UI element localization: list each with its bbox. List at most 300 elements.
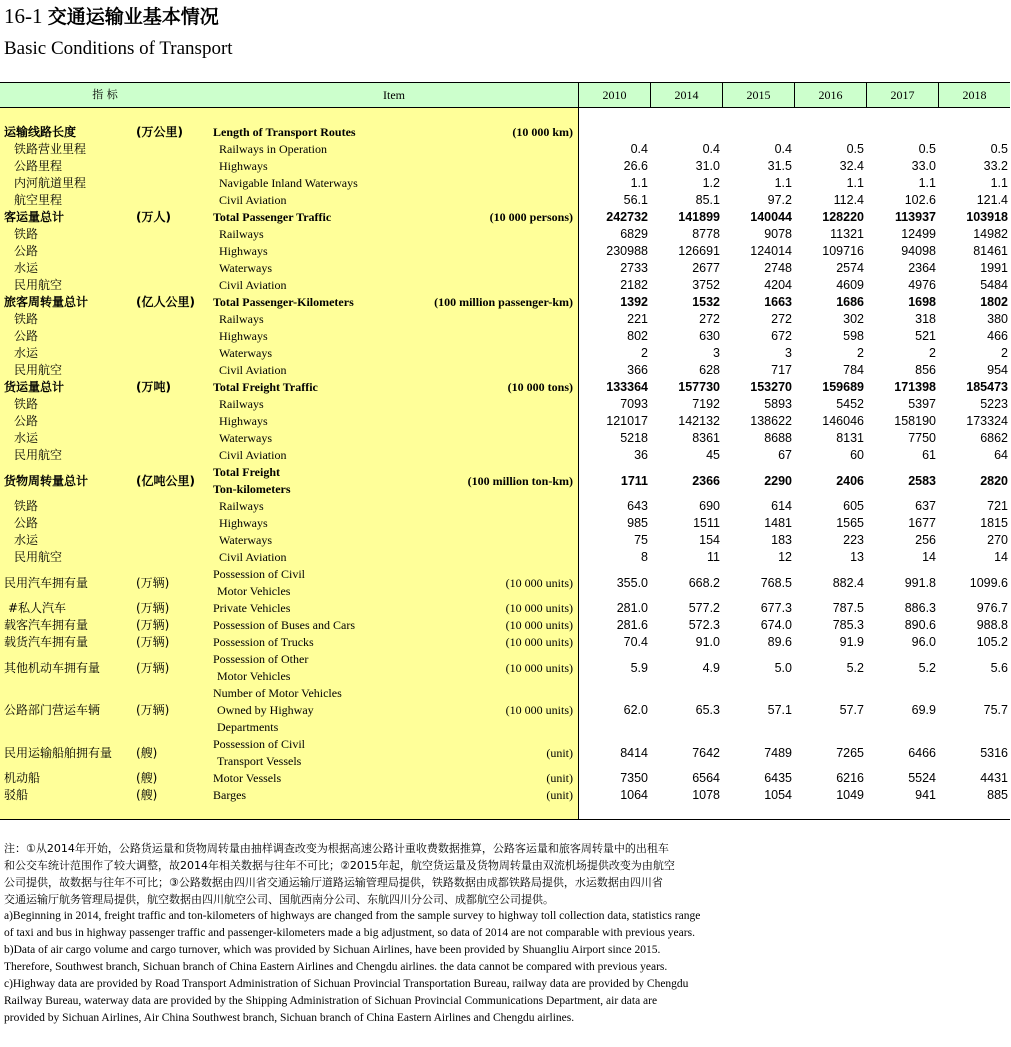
row-label-en: Private Vehicles bbox=[213, 601, 291, 615]
cell-value-2015: 677.3 bbox=[760, 601, 792, 615]
cell-value-2018: 885 bbox=[987, 788, 1008, 802]
cell-value-2017: 2364 bbox=[908, 261, 936, 275]
note-cn-line: 注：①从2014年开始，公路货运量和货物周转量由抽样调查改变为根据高速公路计重收费数据推算，公路客运量和旅客周转量中的出租车 bbox=[4, 842, 669, 855]
cell-value-2010: 2733 bbox=[620, 261, 648, 275]
cell-value-2014: 1078 bbox=[692, 788, 720, 802]
cell-value-2010: 221 bbox=[627, 312, 648, 326]
row-label-cn: 货物周转量总计 bbox=[4, 473, 89, 488]
cell-value-2016: 605 bbox=[843, 499, 864, 513]
cell-value-2016: 785.3 bbox=[832, 618, 864, 632]
table-number: 16-1 bbox=[4, 4, 43, 28]
row-label-cn: 其他机动车拥有量 bbox=[4, 660, 101, 675]
row-label-en: Railways bbox=[219, 227, 264, 241]
cell-value-2017: 171398 bbox=[894, 380, 936, 394]
column-divider bbox=[650, 82, 651, 108]
cell-value-2018: 2 bbox=[1001, 346, 1008, 360]
cell-value-2017: 637 bbox=[915, 499, 936, 513]
cell-value-2018: 5.6 bbox=[990, 660, 1008, 675]
cell-value-2010: 36 bbox=[634, 448, 648, 462]
note-en-line: a)Beginning in 2014, freight traffic and ton-kilometers of highways are changed from the sample survey to highway toll collection data, statistics range bbox=[4, 910, 701, 922]
cell-value-2015: 97.2 bbox=[767, 193, 792, 207]
cell-value-2010: 281.6 bbox=[616, 618, 648, 632]
cell-value-2017: 991.8 bbox=[904, 575, 936, 590]
row-label-cn: 内河航道里程 bbox=[14, 176, 87, 190]
row-label-en: Railways in Operation bbox=[219, 142, 327, 156]
row-unit-en: (10 000 persons) bbox=[489, 210, 573, 224]
cell-value-2010: 133364 bbox=[606, 380, 648, 394]
cell-value-2015: 4204 bbox=[764, 278, 792, 292]
cell-value-2010: 2 bbox=[641, 346, 648, 360]
cell-value-2014: 91.0 bbox=[695, 635, 720, 649]
cell-value-2014: 7642 bbox=[692, 745, 720, 760]
cell-value-2018: 81461 bbox=[973, 244, 1008, 258]
cell-value-2014: 11 bbox=[707, 550, 720, 564]
cell-value-2018: 4431 bbox=[980, 771, 1008, 785]
cell-value-2010: 26.6 bbox=[623, 159, 648, 173]
cell-value-2018: 466 bbox=[987, 329, 1008, 343]
cell-value-2016: 598 bbox=[843, 329, 864, 343]
cell-value-2016: 109716 bbox=[822, 244, 864, 258]
row-unit-cn: (万辆) bbox=[136, 660, 170, 675]
cell-value-2016: 882.4 bbox=[832, 575, 864, 590]
table-row bbox=[0, 736, 1010, 770]
cell-value-2014: 31.0 bbox=[695, 159, 720, 173]
column-divider bbox=[938, 82, 939, 108]
cell-value-2015: 31.5 bbox=[767, 159, 792, 173]
table-row bbox=[0, 294, 1010, 311]
cell-value-2016: 0.5 bbox=[846, 142, 864, 156]
note-cn-line: 和公交车统计范围作了较大调整，故2014年相关数据与往年不可比；②2015年起，航空货运量及货物周转量由双流机场提供改变为由航空 bbox=[4, 859, 675, 872]
table-row bbox=[0, 617, 1010, 634]
cell-value-2014: 8361 bbox=[692, 431, 720, 445]
row-label-cn: 民用航空 bbox=[14, 550, 63, 564]
table-notes bbox=[4, 840, 1004, 1027]
row-label-en: Possession of Civil bbox=[213, 737, 306, 751]
table-row bbox=[0, 498, 1010, 515]
row-label-en: Length of Transport Routes bbox=[213, 125, 356, 139]
row-label-en: Ton-kilometers bbox=[213, 482, 291, 496]
table-row bbox=[0, 243, 1010, 260]
row-unit-cn: (万辆) bbox=[136, 635, 170, 649]
row-label-cn: 货运量总计 bbox=[4, 380, 65, 394]
cell-value-2010: 70.4 bbox=[623, 635, 648, 649]
row-label-en: Transport Vessels bbox=[217, 754, 302, 768]
row-label-en: Civil Aviation bbox=[219, 363, 287, 377]
row-unit-en: (10 000 units) bbox=[505, 575, 573, 590]
cell-value-2015: 2290 bbox=[764, 473, 792, 488]
column-divider bbox=[866, 82, 867, 108]
cell-value-2017: 113937 bbox=[894, 210, 936, 224]
table-row bbox=[0, 685, 1010, 736]
title-cn: 交通运输业基本情况 bbox=[47, 6, 219, 28]
cell-value-2016: 1049 bbox=[836, 788, 864, 802]
cell-value-2017: 33.0 bbox=[911, 159, 936, 173]
row-label-en: Highways bbox=[219, 516, 268, 530]
row-label-en: Railways bbox=[219, 499, 264, 513]
note-en-line: of taxi and bus in highway passenger traffic and passenger-kilometers made a big adjustment, so data of 2014 are not comparable with previous years. bbox=[4, 927, 695, 939]
cell-value-2014: 85.1 bbox=[695, 193, 720, 207]
cell-value-2010: 56.1 bbox=[623, 193, 648, 207]
row-label-en: Total Freight Traffic bbox=[213, 380, 318, 394]
row-label-en: Waterways bbox=[219, 533, 273, 547]
cell-value-2018: 173324 bbox=[966, 414, 1008, 428]
cell-value-2017: 1.1 bbox=[918, 176, 936, 190]
row-unit-en: (10 000 km) bbox=[512, 125, 573, 139]
cell-value-2016: 159689 bbox=[822, 380, 864, 394]
cell-value-2015: 8688 bbox=[764, 431, 792, 445]
row-label-cn: 铁路 bbox=[14, 397, 39, 411]
row-unit-en: (100 million passenger-km) bbox=[434, 295, 573, 309]
cell-value-2018: 5316 bbox=[980, 745, 1008, 760]
cell-value-2014: 272 bbox=[699, 312, 720, 326]
cell-value-2016: 91.9 bbox=[839, 635, 864, 649]
cell-value-2015: 1.1 bbox=[774, 176, 792, 190]
table-row bbox=[0, 566, 1010, 600]
row-label-cn: 民用航空 bbox=[14, 363, 63, 377]
table-row bbox=[0, 311, 1010, 328]
cell-value-2017: 61 bbox=[922, 448, 936, 462]
column-divider bbox=[794, 82, 795, 108]
row-label-cn: 公路 bbox=[14, 414, 39, 428]
row-unit-cn: (万辆) bbox=[136, 618, 170, 632]
row-label-en: Highways bbox=[219, 159, 268, 173]
row-label-en: Civil Aviation bbox=[219, 193, 287, 207]
cell-value-2015: 67 bbox=[778, 448, 792, 462]
table-row bbox=[0, 787, 1010, 804]
cell-value-2018: 75.7 bbox=[983, 703, 1008, 717]
cell-value-2014: 8778 bbox=[692, 227, 720, 241]
cell-value-2015: 717 bbox=[771, 363, 792, 377]
cell-value-2016: 5452 bbox=[836, 397, 864, 411]
cell-value-2018: 1.1 bbox=[990, 176, 1008, 190]
cell-value-2014: 154 bbox=[699, 533, 720, 547]
table-row bbox=[0, 464, 1010, 498]
row-unit-en: (unit) bbox=[546, 745, 573, 760]
row-label-cn: 旅客周转量总计 bbox=[4, 295, 89, 309]
row-label-cn: 公路 bbox=[14, 329, 39, 343]
cell-value-2018: 185473 bbox=[966, 380, 1008, 394]
cell-value-2016: 2 bbox=[857, 346, 864, 360]
cell-value-2018: 14 bbox=[994, 550, 1008, 564]
cell-value-2010: 643 bbox=[627, 499, 648, 513]
cell-value-2010: 8 bbox=[641, 550, 648, 564]
cell-value-2015: 6435 bbox=[764, 771, 792, 785]
row-label-en: Motor Vehicles bbox=[217, 584, 291, 598]
cell-value-2016: 1.1 bbox=[846, 176, 864, 190]
header-year-2015: 2015 bbox=[746, 88, 771, 102]
cell-value-2015: 672 bbox=[771, 329, 792, 343]
cell-value-2014: 572.3 bbox=[688, 618, 720, 632]
row-label-cn: 铁路 bbox=[14, 499, 39, 513]
cell-value-2014: 141899 bbox=[678, 210, 720, 224]
cell-value-2010: 2182 bbox=[620, 278, 648, 292]
cell-value-2017: 102.6 bbox=[904, 193, 936, 207]
cell-value-2015: 272 bbox=[771, 312, 792, 326]
page-subtitle: Basic Conditions of Transport bbox=[4, 38, 233, 59]
row-unit-cn: (万辆) bbox=[136, 601, 170, 615]
cell-value-2010: 355.0 bbox=[616, 575, 648, 590]
row-label-cn: 铁路营业里程 bbox=[14, 142, 87, 156]
cell-value-2015: 57.1 bbox=[767, 703, 792, 717]
row-unit-cn: (万辆) bbox=[136, 575, 170, 590]
row-unit-cn: (亿人公里) bbox=[136, 295, 195, 309]
cell-value-2018: 6862 bbox=[980, 431, 1008, 445]
cell-value-2018: 5223 bbox=[980, 397, 1008, 411]
row-label-en: Owned by Highway bbox=[217, 703, 314, 717]
cell-value-2018: 121.4 bbox=[976, 193, 1008, 207]
cell-value-2015: 5.0 bbox=[774, 660, 792, 675]
cell-value-2016: 112.4 bbox=[833, 193, 864, 207]
cell-value-2010: 6829 bbox=[620, 227, 648, 241]
cell-value-2015: 153270 bbox=[750, 380, 792, 394]
row-label-en: Barges bbox=[213, 788, 247, 802]
table-row bbox=[0, 651, 1010, 685]
cell-value-2014: 630 bbox=[699, 329, 720, 343]
row-label-en: Motor Vessels bbox=[213, 771, 282, 785]
row-label-cn: 水运 bbox=[14, 346, 39, 360]
cell-value-2017: 4976 bbox=[908, 278, 936, 292]
cell-value-2014: 1511 bbox=[693, 516, 720, 530]
cell-value-2017: 94098 bbox=[901, 244, 936, 258]
table-row bbox=[0, 447, 1010, 464]
cell-value-2017: 256 bbox=[915, 533, 936, 547]
table-row bbox=[0, 158, 1010, 175]
row-unit-en: (unit) bbox=[546, 771, 573, 785]
cell-value-2017: 2 bbox=[929, 346, 936, 360]
cell-value-2015: 183 bbox=[771, 533, 792, 547]
table-row bbox=[0, 192, 1010, 209]
table-row bbox=[0, 328, 1010, 345]
cell-value-2018: 1815 bbox=[980, 516, 1008, 530]
cell-value-2010: 5.9 bbox=[630, 660, 648, 675]
row-label-cn: 民用汽车拥有量 bbox=[4, 575, 89, 590]
cell-value-2017: 96.0 bbox=[911, 635, 936, 649]
cell-value-2014: 157730 bbox=[678, 380, 720, 394]
row-label-en: Highways bbox=[219, 329, 268, 343]
cell-value-2014: 4.9 bbox=[702, 660, 720, 675]
cell-value-2015: 674.0 bbox=[760, 618, 792, 632]
cell-value-2015: 2748 bbox=[764, 261, 792, 275]
cell-value-2014: 3 bbox=[713, 346, 720, 360]
row-label-cn: 载货汽车拥有量 bbox=[4, 635, 89, 649]
cell-value-2010: 62.0 bbox=[623, 703, 648, 717]
table-bottom-rule bbox=[0, 819, 1010, 820]
table-row bbox=[0, 600, 1010, 617]
page-title bbox=[4, 2, 219, 31]
cell-value-2018: 103918 bbox=[966, 210, 1008, 224]
note-cn-line: 交通运输厅航务管理局提供，航空数据由四川航空公司、国航西南分公司、东航四川分公司、成都航空公司提供。 bbox=[4, 893, 554, 906]
cell-value-2015: 3 bbox=[785, 346, 792, 360]
cell-value-2010: 985 bbox=[627, 516, 648, 530]
cell-value-2010: 0.4 bbox=[630, 142, 648, 156]
note-en-line: provided by Sichuan Airlines, Air China Southwest branch, Sichuan branch of China Eastern Airlines and Chengdu airlines. bbox=[4, 1012, 575, 1024]
row-unit-cn: (万吨) bbox=[136, 380, 171, 394]
cell-value-2017: 5.2 bbox=[918, 660, 936, 675]
note-cn-line: 公司提供，故数据与往年不可比；③公路数据由四川省交通运输厅道路运输管理局提供，铁路数据由成都铁路局提供，水运数据由四川省 bbox=[4, 876, 663, 889]
cell-value-2018: 721 bbox=[987, 499, 1008, 513]
row-label-en: Civil Aviation bbox=[219, 448, 287, 462]
table-row bbox=[0, 634, 1010, 651]
cell-value-2014: 690 bbox=[699, 499, 720, 513]
row-label-cn: 民用运输船舶拥有量 bbox=[4, 745, 113, 760]
cell-value-2014: 45 bbox=[706, 448, 720, 462]
cell-value-2016: 128220 bbox=[822, 210, 864, 224]
row-label-en: Possession of Civil bbox=[213, 567, 306, 581]
header-year-2010: 2010 bbox=[602, 88, 627, 102]
table-row bbox=[0, 396, 1010, 413]
cell-value-2017: 1677 bbox=[908, 516, 936, 530]
cell-value-2018: 5484 bbox=[980, 278, 1008, 292]
cell-value-2010: 7350 bbox=[620, 771, 648, 785]
row-label-en: Highways bbox=[219, 414, 268, 428]
row-label-cn: 水运 bbox=[14, 261, 39, 275]
row-label-en: Possession of Other bbox=[213, 652, 309, 666]
row-label-en: Waterways bbox=[219, 346, 273, 360]
cell-value-2015: 138622 bbox=[750, 414, 792, 428]
row-unit-cn: (万辆) bbox=[136, 703, 170, 717]
table-row bbox=[0, 379, 1010, 396]
cell-value-2015: 1054 bbox=[764, 788, 792, 802]
row-label-cn: 水运 bbox=[14, 533, 39, 547]
cell-value-2015: 7489 bbox=[764, 745, 792, 760]
row-label-en: Railways bbox=[219, 397, 264, 411]
table-row bbox=[0, 209, 1010, 226]
cell-value-2016: 13 bbox=[850, 550, 864, 564]
cell-value-2016: 146046 bbox=[822, 414, 864, 428]
note-en-line: Railway Bureau, waterway data are provided by the Shipping Administration of Sichuan Provincial Communications Department, air data are bbox=[4, 995, 658, 1007]
cell-value-2016: 57.7 bbox=[839, 703, 864, 717]
cell-value-2014: 2366 bbox=[692, 473, 720, 488]
row-label-cn: 载客汽车拥有量 bbox=[4, 618, 89, 632]
row-label-cn: 公路里程 bbox=[14, 159, 63, 173]
table-header bbox=[0, 82, 1010, 108]
cell-value-2015: 0.4 bbox=[774, 142, 792, 156]
cell-value-2018: 270 bbox=[987, 533, 1008, 547]
row-unit-cn: (艘) bbox=[136, 771, 158, 785]
table-row bbox=[0, 549, 1010, 566]
cell-value-2017: 69.9 bbox=[911, 703, 936, 717]
row-unit-en: (10 000 units) bbox=[505, 635, 573, 649]
row-label-en: Civil Aviation bbox=[219, 278, 287, 292]
table-row bbox=[0, 515, 1010, 532]
row-label-en: Possession of Buses and Cars bbox=[213, 618, 356, 632]
cell-value-2017: 0.5 bbox=[918, 142, 936, 156]
row-label-cn: 民用航空 bbox=[14, 278, 63, 292]
row-label-cn: 机动船 bbox=[4, 771, 41, 785]
row-label-cn: #私人汽车 bbox=[8, 601, 67, 615]
cell-value-2016: 787.5 bbox=[832, 601, 864, 615]
cell-value-2018: 33.2 bbox=[983, 159, 1008, 173]
row-unit-cn: (万公里) bbox=[136, 125, 183, 139]
row-label-en: Total Passenger-Kilometers bbox=[213, 295, 354, 309]
row-unit-en: (10 000 units) bbox=[505, 601, 573, 615]
header-year-2014: 2014 bbox=[674, 88, 699, 102]
cell-value-2018: 380 bbox=[987, 312, 1008, 326]
row-label-en: Waterways bbox=[219, 431, 273, 445]
cell-value-2017: 2583 bbox=[908, 473, 936, 488]
note-en-line: c)Highway data are provided by Road Transport Administration of Sichuan Provincial Transportation Bureau, railway data are provided by Chengdu bbox=[4, 978, 689, 990]
cell-value-2017: 1698 bbox=[908, 295, 936, 309]
cell-value-2014: 668.2 bbox=[688, 575, 720, 590]
cell-value-2016: 5.2 bbox=[846, 660, 864, 675]
row-label-en: Navigable Inland Waterways bbox=[219, 176, 358, 190]
cell-value-2015: 140044 bbox=[750, 210, 792, 224]
cell-value-2018: 0.5 bbox=[990, 142, 1008, 156]
cell-value-2010: 1.1 bbox=[630, 176, 648, 190]
row-label-cn: 公路 bbox=[14, 244, 39, 258]
cell-value-2014: 1.2 bbox=[702, 176, 720, 190]
cell-value-2016: 7265 bbox=[836, 745, 864, 760]
row-unit-en: (unit) bbox=[546, 788, 573, 802]
header-year-2016: 2016 bbox=[818, 88, 843, 102]
row-unit-en: (10 000 units) bbox=[505, 618, 573, 632]
cell-value-2015: 5893 bbox=[764, 397, 792, 411]
row-label-cn: 运输线路长度 bbox=[4, 125, 77, 139]
cell-value-2018: 954 bbox=[987, 363, 1008, 377]
cell-value-2015: 614 bbox=[771, 499, 792, 513]
cell-value-2014: 7192 bbox=[692, 397, 720, 411]
cell-value-2010: 802 bbox=[627, 329, 648, 343]
cell-value-2017: 886.3 bbox=[904, 601, 936, 615]
cell-value-2016: 6216 bbox=[836, 771, 864, 785]
row-unit-cn: (艘) bbox=[136, 745, 158, 760]
row-label-en: Number of Motor Vehicles bbox=[213, 686, 342, 700]
table-row bbox=[0, 175, 1010, 192]
row-label-en: Total Freight bbox=[213, 465, 281, 479]
table-row bbox=[0, 277, 1010, 294]
row-label-en: Waterways bbox=[219, 261, 273, 275]
row-unit-cn: (艘) bbox=[136, 788, 158, 802]
cell-value-2017: 6466 bbox=[908, 745, 936, 760]
column-divider bbox=[722, 82, 723, 108]
cell-value-2010: 230988 bbox=[606, 244, 648, 258]
row-label-en: Railways bbox=[219, 312, 264, 326]
cell-value-2018: 1802 bbox=[980, 295, 1008, 309]
cell-value-2016: 11321 bbox=[830, 227, 864, 241]
table-row bbox=[0, 532, 1010, 549]
cell-value-2016: 60 bbox=[850, 448, 864, 462]
row-label-en: Possession of Trucks bbox=[213, 635, 314, 649]
cell-value-2017: 12499 bbox=[901, 227, 936, 241]
cell-value-2015: 124014 bbox=[750, 244, 792, 258]
cell-value-2016: 302 bbox=[843, 312, 864, 326]
cell-value-2018: 1991 bbox=[980, 261, 1008, 275]
cell-value-2018: 14982 bbox=[973, 227, 1008, 241]
cell-value-2017: 521 bbox=[915, 329, 936, 343]
cell-value-2016: 2406 bbox=[836, 473, 864, 488]
cell-value-2010: 366 bbox=[627, 363, 648, 377]
cell-value-2014: 628 bbox=[699, 363, 720, 377]
cell-value-2010: 242732 bbox=[606, 210, 648, 224]
cell-value-2014: 65.3 bbox=[695, 703, 720, 717]
note-en-line: b)Data of air cargo volume and cargo turnover, which was provided by Sichuan Airlines, have been provided by Shuangliu Airport since 2015. bbox=[4, 944, 661, 956]
cell-value-2017: 158190 bbox=[894, 414, 936, 428]
cell-value-2018: 64 bbox=[994, 448, 1008, 462]
cell-value-2015: 9078 bbox=[764, 227, 792, 241]
table-row bbox=[0, 141, 1010, 158]
row-label-en: Highways bbox=[219, 244, 268, 258]
cell-value-2015: 1481 bbox=[764, 516, 792, 530]
table-row bbox=[0, 124, 1010, 141]
cell-value-2010: 1064 bbox=[620, 788, 648, 802]
cell-value-2010: 121017 bbox=[606, 414, 648, 428]
row-label-cn: 公路 bbox=[14, 516, 39, 530]
cell-value-2016: 1686 bbox=[836, 295, 864, 309]
row-label-cn: 铁路 bbox=[14, 227, 39, 241]
cell-value-2016: 32.4 bbox=[839, 159, 864, 173]
cell-value-2014: 126691 bbox=[678, 244, 720, 258]
cell-value-2014: 577.2 bbox=[688, 601, 720, 615]
